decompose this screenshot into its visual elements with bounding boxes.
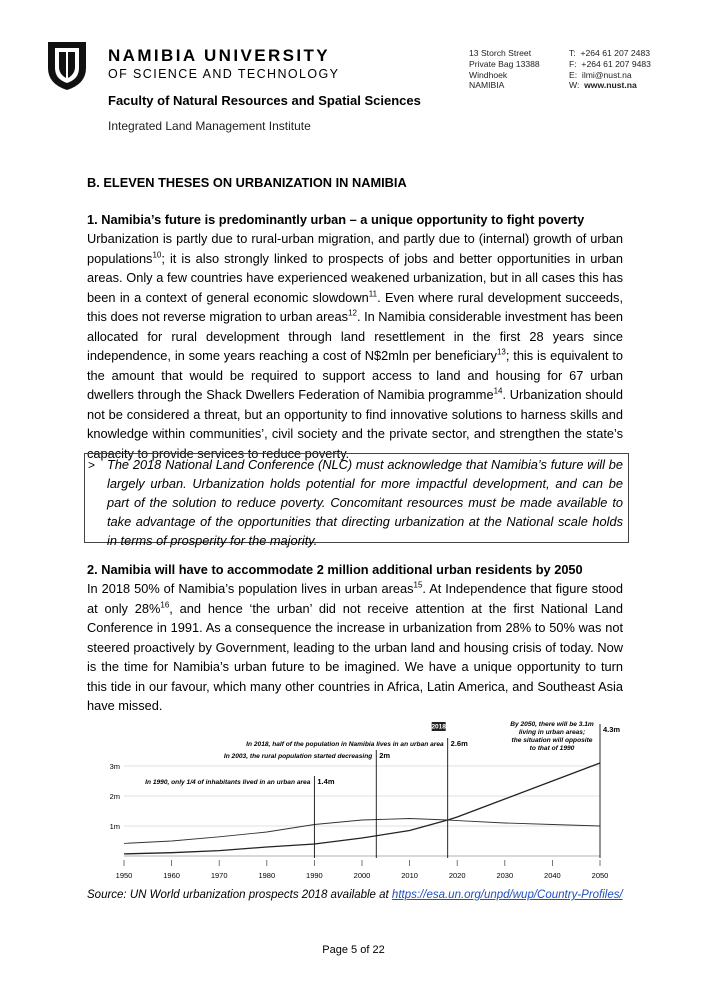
address-line: 13 Storch Street — [469, 48, 532, 58]
x-tick-label: 2050 — [591, 871, 609, 880]
footnote-ref: 12 — [348, 308, 357, 318]
marker-value-label: 2.6m — [450, 739, 468, 748]
page-number: Page 5 of 22 — [322, 944, 385, 956]
callout-arrow: > — [88, 458, 96, 472]
marker-value-label: 1.4m — [317, 777, 335, 786]
text-run: , and hence ‘the urban’ did not receive attention at the first National Land Conference in 1991. As a consequence the increase in urbanization from 28% to 50% was not steered proactively by Government, leading to the urban land and housing crisis of today. Now is the time for Namibia’s urban future to be imagined. We have a unique opportunity to turn this tide in our favour, which many other countries in Africa, Latin America, and Southeast Asia have missed. — [87, 600, 624, 713]
marker-annotation-line: living in urban areas; — [518, 729, 586, 736]
chart-source — [87, 889, 623, 901]
contact-value: +264 61 207 9483 — [581, 58, 651, 69]
text-run: ; it is also strongly linked to prospects of jobs and better opportunities in urban areas. Only a few countries have experienced weakened urbanization, but in all cases this has been in a context of general economic slowdown — [87, 250, 623, 305]
thesis1-body — [87, 229, 623, 463]
text-run: . Urbanization should not be considered a threat, but an opportunity to find innovative solutions to harness skills and knowledge within communities’, civil society and the private sector, and strengthen the state’s capacity to provide services to reduce poverty. — [87, 387, 623, 461]
urban-population-line — [124, 763, 600, 854]
marker-annotation: In 2003, the rural population started decreasing — [223, 753, 373, 760]
footnote-ref: 15 — [413, 580, 423, 590]
contact-key: W: — [569, 80, 580, 91]
x-tick-label: 2030 — [496, 871, 514, 880]
section-title: B. ELEVEN THESES ON URBANIZATION IN NAMIBIA — [87, 175, 407, 190]
y-tick-label: 1m — [109, 822, 120, 831]
address-line: Private Bag 13388 — [469, 58, 540, 69]
recommendation-box — [84, 453, 629, 548]
footnote-ref: 10 — [152, 250, 162, 260]
x-tick-label: 1990 — [306, 871, 323, 880]
rural-population-line — [124, 819, 600, 844]
text-run: . In Namibia considerable investment has been allocated for rural development through land resettlement in the first 28 years since independence, in some years reaching a cost of N$2mln per beneficiary — [87, 309, 624, 363]
text-run: . At Independence that figure stood at only 28% — [87, 581, 623, 616]
source-text: Source: UN World urbanization prospects 2018 available at — [87, 889, 392, 901]
x-tick-label: 1960 — [163, 871, 180, 880]
marker-value-label: 2m — [379, 751, 391, 760]
contact-key: T: — [569, 48, 576, 58]
contact-web — [569, 80, 651, 91]
footnote-ref: 13 — [496, 347, 506, 357]
thesis1-paragraph — [87, 229, 623, 463]
thesis2-paragraph — [87, 579, 623, 716]
thesis2-heading: 2. Namibia will have to accommodate 2 million additional urban residents by 2050 — [87, 562, 583, 577]
marker-annotation-line: the situation will opposite — [511, 737, 593, 744]
text-run: . Even where rural development succeeds, this does not reverse migration to urban areas — [87, 289, 623, 324]
marker-annotation-line: to that of 1990 — [529, 745, 575, 752]
y-tick-label: 3m — [109, 762, 120, 771]
contact-value: +264 61 207 2483 — [580, 48, 651, 58]
footnote-ref: 14 — [493, 386, 503, 396]
footnote-ref: 11 — [368, 289, 378, 299]
nust-logo-icon — [44, 38, 90, 92]
x-tick-label: 2020 — [448, 871, 466, 880]
faculty-name: Faculty of Natural Resources and Spatial Sciences — [108, 93, 421, 108]
x-tick-label: 1980 — [258, 871, 276, 880]
footnote-ref: 16 — [160, 600, 170, 610]
marker-value-label: 4.3m — [603, 725, 621, 734]
university-name: NAMIBIA UNIVERSITY — [108, 46, 331, 65]
contact-key: E: — [569, 69, 578, 80]
contact-phone — [569, 48, 651, 59]
x-tick-label: 2000 — [353, 871, 371, 880]
contact-value: www.nust.na — [584, 80, 637, 91]
marker-annotation: In 2018, half of the population in Namibia lives in an urban area — [246, 741, 444, 748]
marker-annotation-line: By 2050, there will be 3.1m — [510, 721, 594, 728]
thesis2-body — [87, 579, 623, 716]
source-link[interactable]: https://esa.un.org/unpd/wup/Country-Profiles/ — [391, 889, 623, 901]
thesis1-heading: 1. Namibia’s future is predominantly urban – a unique opportunity to fight poverty — [87, 212, 585, 227]
year-badge-label: 2018 — [431, 723, 446, 731]
text-run: In 2018 50% of Namibia’s population lives in urban areas — [87, 581, 414, 596]
marker-annotation: In 1990, only 1/4 of inhabitants lived in an urban area — [145, 779, 311, 786]
x-tick-label: 1970 — [210, 871, 228, 880]
contact-fax — [569, 59, 651, 70]
postal-address — [469, 48, 540, 91]
institute-name: Integrated Land Management Institute — [108, 119, 311, 133]
contact-email — [569, 70, 651, 81]
contact-key: F: — [569, 58, 577, 69]
text-run: ; this is equivalent to the amount that would be required to support access to land and housing for 67 urban dwellers through the Shack Dwellers Federation of Namibia programme — [87, 348, 624, 402]
x-tick-label: 2010 — [401, 871, 418, 880]
contact-details — [569, 48, 651, 91]
callout-text: The 2018 National Land Conference (NLC) must acknowledge that Namibia’s future will be largely urban. Urbanization holds potential for more impactful development, and can be part of the solution to reduce poverty. Concomitant resources must be made available to take advantage of the opportunities that directing urbanization at the National scale holds in terms of prosperity for the majority. — [107, 457, 623, 548]
x-tick-label: 1950 — [115, 871, 133, 880]
x-tick-label: 2040 — [544, 871, 561, 880]
university-subtitle: OF SCIENCE AND TECHNOLOGY — [108, 67, 340, 81]
address-line: NAMIBIA — [469, 80, 505, 91]
contact-value: ilmi@nust.na — [581, 69, 632, 80]
address-line: Windhoek — [469, 69, 508, 80]
y-tick-label: 2m — [109, 792, 120, 801]
text-run: Urbanization is partly due to rural-urban migration, and partly due to (internal) growth of urban populations — [87, 231, 623, 266]
urbanization-chart — [104, 716, 621, 884]
